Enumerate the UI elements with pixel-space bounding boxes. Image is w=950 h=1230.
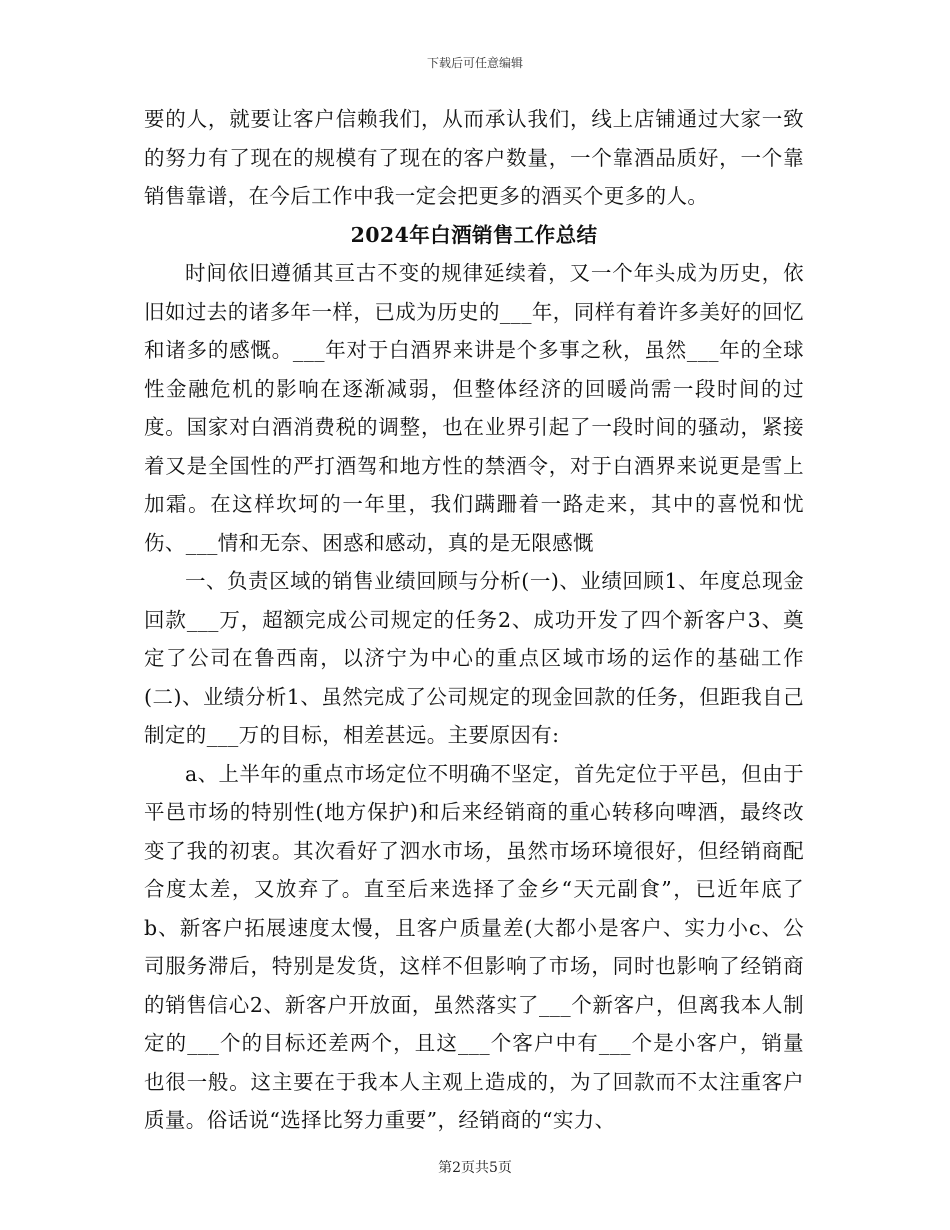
document-body (144, 100, 804, 1140)
page-footer: 第2页共5页 (438, 1160, 512, 1176)
paragraph-intro: 时间依旧遵循其亘古不变的规律延续着，又一个年头成为历史，依旧如过去的诸多年一样，已成为历史的___年，同样有着许多美好的回忆和诸多的感慨。___年对于白酒界来讲是个多事之秋，虽然___年的全球性金融危机的影响在逐渐减弱，但整体经济的回暖尚需一段时间的过度。国家对白酒消费税的调整，也在业界引起了一段时间的骚动，紧接着又是全国性的严打酒驾和地方性的禁酒令，对于白酒界来说更是雪上加霜。在这样坎坷的一年里，我们蹒跚着一路走来，其中的喜悦和忧伤、___情和无奈、困惑和感动，真的是无限感慨 (144, 261, 804, 555)
paragraph-continuation: 要的人，就要让客户信赖我们，从而承认我们，线上店铺通过大家一致的努力有了现在的规模有了现在的客户数量，一个靠酒品质好，一个靠销售靠谱，在今后工作中我一定会把更多的酒买个更多的人。 (144, 107, 804, 208)
paragraph-review: 一、负责区域的销售业绩回顾与分析(一)、业绩回顾1、年度总现金回款___万，超额完成公司规定的任务2、成功开发了四个新客户3、奠定了公司在鲁西南，以济宁为中心的重点区域市场的运作的基础工作(二)、业绩分析1、虽然完成了公司规定的现金回款的任务，但距我自己制定的___万的目标，相差甚远。主要原因有: (144, 569, 804, 747)
page-header: 下载后可任意编辑 (426, 56, 523, 70)
paragraph-analysis: a、上半年的重点市场定位不明确不坚定，首先定位于平邑，但由于平邑市场的特别性(地方保护)和后来经销商的重心转移向啤酒，最终改变了我的初衷。其次看好了泗水市场，虽然市场环境很好，但经销商配合度太差，又放弃了。直至后来选择了金乡“天元副食”，已近年底了b、新客户拓展速度太慢，且客户质量差(大都小是客户、实力小c、公司服务滞后，特别是发货，这样不但影响了市场，同时也影响了经销商的销售信心2、新客户开放面，虽然落实了___个新客户，但离我本人制定的___个的目标还差两个，且这___个客户中有___个是小客户，销量也很一般。这主要在于我本人主观上造成的，为了回款而不太注重客户质量。俗话说“选择比努力重要”，经销商的“实力、 (144, 761, 804, 1132)
document-title: 2024年白酒销售工作总结 (350, 222, 598, 247)
